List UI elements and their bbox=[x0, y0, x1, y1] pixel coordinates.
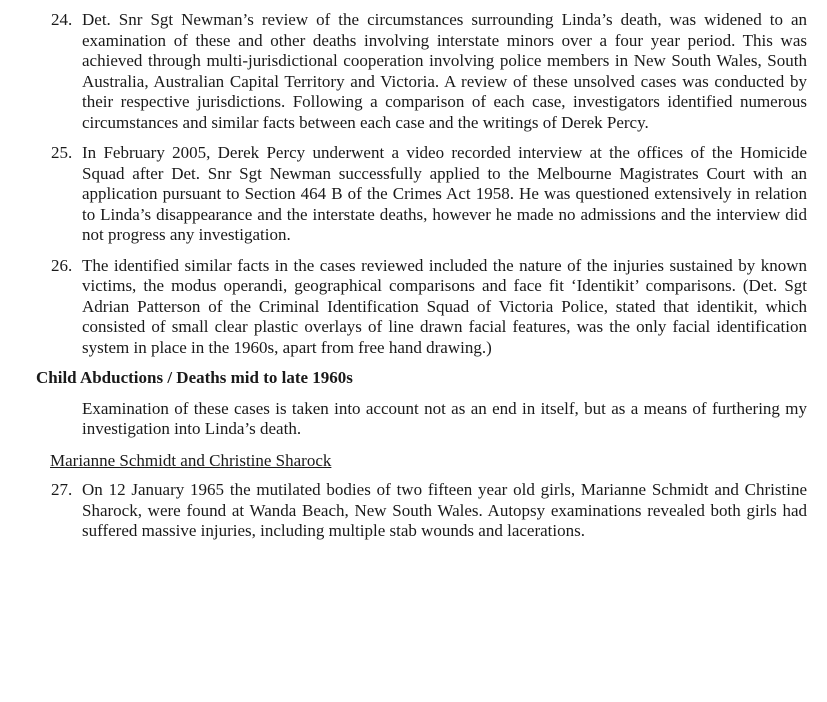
section-heading: Child Abductions / Deaths mid to late 1960s bbox=[36, 368, 353, 387]
paragraph-number: 27. bbox=[51, 480, 73, 499]
case-subheading: Marianne Schmidt and Christine Sharock bbox=[50, 450, 332, 470]
paragraph-26 bbox=[35, 256, 807, 359]
paragraph-number: 25. bbox=[51, 143, 73, 162]
section-intro: Examination of these cases is taken into account not as an end in itself, but as a means of furthering my investigation into Linda’s death. bbox=[82, 398, 807, 438]
paragraph-number: 26. bbox=[51, 255, 73, 275]
paragraph-24 bbox=[35, 10, 807, 133]
paragraph-text: The identified similar facts in the cases reviewed included the nature of the injuries sustained by known victims, the modus operandi, geographical comparisons and face fit ‘Identikit’ comparisons. (Det. Sgt Adrian Patterson of the Criminal Identification Squad of Victoria Police, stated that identikit, which consisted of small clear plastic overlays of line drawn facial features, was the only facial identification system in place in the 1960s, apart from free hand drawing.) bbox=[82, 255, 807, 357]
paragraph-text: On 12 January 1965 the mutilated bodies of two fifteen year old girls, Marianne Schmidt and Christine Sharock, were found at Wanda Beach, New South Wales. Autopsy examinations revealed both girls had suffered massive injuries, including multiple stab wounds and lacerations. bbox=[82, 480, 807, 540]
paragraph-25 bbox=[35, 143, 807, 246]
paragraph-number: 24. bbox=[51, 10, 73, 29]
paragraph-text: Det. Snr Sgt Newman’s review of the circumstances surrounding Linda’s death, was widened to an examination of these and other deaths involving interstate minors over a four year period. This was achieved through multi-jurisdictional cooperation involving police members in New South Wales, South Australia, Australian Capital Territory and Victoria. A review of these unsolved cases was conducted by their respective jurisdictions. Following a comparison of each case, investigators identified numerous circumstances and similar facts between each case and the writings of Derek Percy. bbox=[82, 10, 807, 132]
paragraph-text: In February 2005, Derek Percy underwent a video recorded interview at the offices of the Homicide Squad after Det. Snr Sgt Newman successfully applied to the Melbourne Magistrates Court with an application pursuant to Section 464 B of the Crimes Act 1958. He was questioned extensively in relation to Linda’s disappearance and the interstate deaths, however he made no admissions and the interview did not progress any investigation. bbox=[82, 143, 807, 244]
paragraph-27 bbox=[35, 480, 807, 542]
